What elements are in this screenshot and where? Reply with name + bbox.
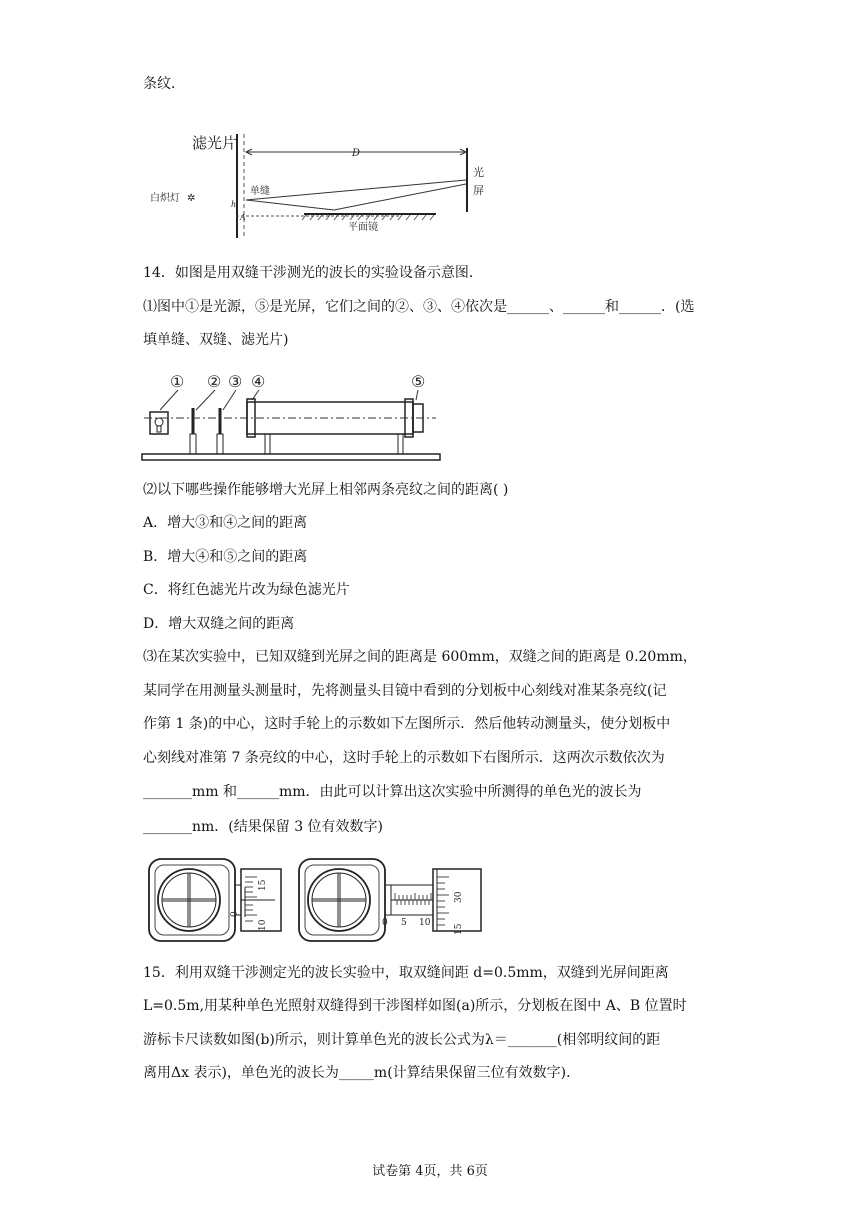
text-line: L=0.5m,用某种单色光照射双缝得到干涉图样如图(a)所示，分划板在图中 A、B 位置时 <box>143 998 687 1014</box>
question-14-part-2: ⑵以下哪些操作能够增大光屏上相邻两条亮纹之间的距离( ) <box>143 482 509 498</box>
question-14-part-1: ⑴图中①是光源，⑤是光屏，它们之间的②、③、④依次是______、______和______．(选 <box>143 299 695 315</box>
d-label: D <box>352 148 361 159</box>
label-5: ⑤ <box>411 372 426 391</box>
question-14-part-3: ⑶在某次实验中，已知双缝到光屏之间的距离是 600mm，双缝之间的距离是 0.20mm， <box>143 649 697 665</box>
label-2: ② <box>207 372 222 391</box>
text-line: 作第 1 条)的中心，这时手轮上的示数如下左图所示．然后他转动测量头，使分划板中 <box>143 716 671 732</box>
left-reading <box>149 859 281 941</box>
question-14-title: 14．如图是用双缝干涉测光的波长的实验设备示意图． <box>143 265 483 281</box>
text-line: 游标卡尺读数如图(b)所示，则计算单色光的波长公式为λ＝_______(相邻明纹间的距 <box>143 1032 661 1048</box>
screen-label-1: 光 <box>473 166 484 179</box>
label-4: ④ <box>251 372 266 391</box>
base-rail <box>142 454 440 460</box>
option-d: D．增大双缝之间的距离 <box>143 616 295 632</box>
right-tick-3: 5 <box>401 918 407 928</box>
left-tick-3: 0 <box>230 911 240 917</box>
label-1: ① <box>170 372 185 391</box>
mirror-label: 平面镜 <box>348 222 378 233</box>
text-line: 填单缝、双缝、滤光片) <box>143 332 289 348</box>
text-line: 条纹． <box>143 76 185 92</box>
double-slit-apparatus-figure <box>140 370 450 466</box>
slit-label: 单缝 <box>250 186 270 197</box>
option-c: C．将红色滤光片改为绿色滤光片 <box>143 582 350 598</box>
page-footer: 试卷第 4页，共 6页 <box>372 1164 488 1179</box>
question-15-title: 15．利用双缝干涉测定光的波长实验中，取双缝间距 d=0.5mm，双缝到光屏间距离 <box>143 965 669 981</box>
text-line: 离用Δx 表示)，单色光的波长为_____m(计算结果保留三位有效数字)． <box>143 1065 581 1081</box>
right-reading <box>299 859 481 941</box>
option-b: B．增大④和⑤之间的距离 <box>143 549 308 565</box>
right-tick-4: 10 <box>419 918 431 928</box>
h-label: h <box>231 200 237 209</box>
light-source <box>150 412 168 434</box>
screen-label-2: 屏 <box>473 184 484 197</box>
sun-icon: ✲ <box>187 193 196 204</box>
left-tick-2: 10 <box>258 919 268 931</box>
label-3: ③ <box>228 372 243 391</box>
right-tick-1: 30 <box>454 891 464 903</box>
text-line: _______mm 和______mm．由此可以计算出这次实验中所测得的单色光的波长为 <box>143 784 642 800</box>
option-a: A．增大③和④之间的距离 <box>143 515 308 531</box>
a-label: A <box>240 213 246 222</box>
right-tick-5: 15 <box>454 923 464 935</box>
mirror-interference-figure <box>140 128 500 240</box>
right-tick-2: 0 <box>382 918 388 928</box>
text-line: _______nm．(结果保留 3 位有效数字) <box>143 819 384 835</box>
micrometer-readings-figure <box>145 855 490 945</box>
text-line: 心刻线对准第 7 条亮纹的中心，这时手轮上的示数如下右图所示．这两次示数依次为 <box>143 750 665 766</box>
filter-label: 滤光片 <box>192 134 238 152</box>
left-tick-1: 15 <box>258 879 268 891</box>
lamp-label: 白炽灯 <box>150 193 180 204</box>
text-line: 某同学在用测量头测量时，先将测量头目镜中看到的分划板中心刻线对准某条亮纹(记 <box>143 683 667 699</box>
